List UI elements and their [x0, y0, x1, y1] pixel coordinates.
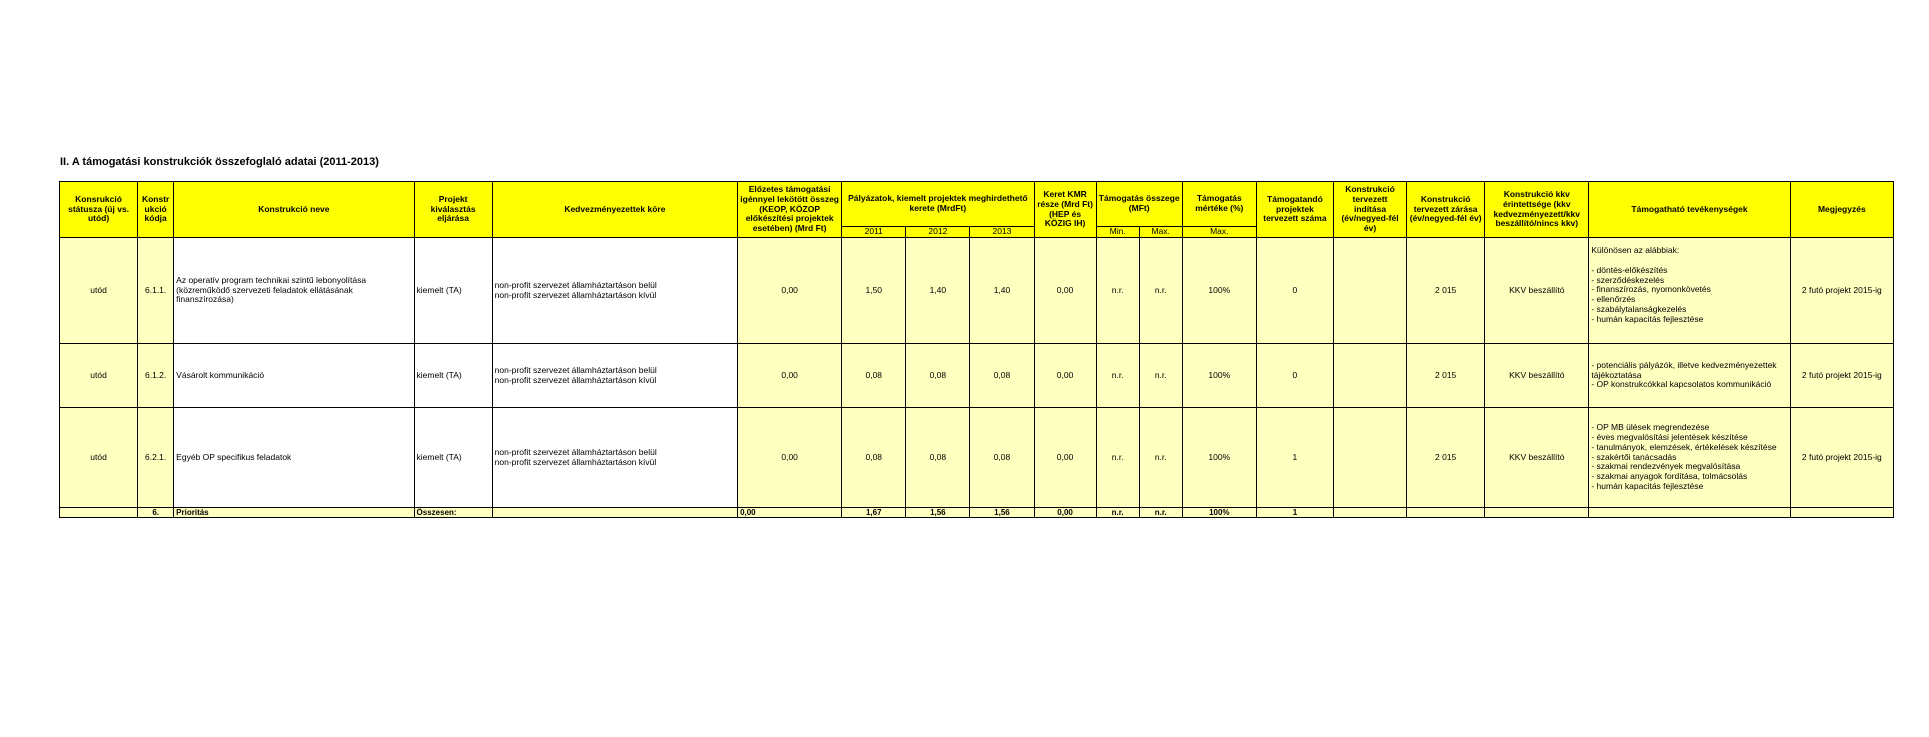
cell-megjegyzes: 2 futó projekt 2015-ig — [1790, 344, 1893, 408]
cell-min: n.r. — [1096, 238, 1139, 344]
cell-keret: 0,00 — [1034, 344, 1096, 408]
header-elozetes: Előzetes támogatási igénnyel lekötött összeg (KEOP, KÖZOP előkészítési projektek esetében) (Mrd Ft) — [738, 182, 842, 238]
header-max: Max. — [1139, 227, 1182, 238]
cell-nev-line: Vásárolt kommunikáció — [176, 369, 265, 380]
header-max-merteke: Max. — [1182, 227, 1256, 238]
cell-tamogatando: 0 — [1256, 344, 1333, 408]
cell-kedv-line: non-profit szervezet államháztartáson kívül — [494, 374, 657, 385]
cell-nev — [174, 408, 414, 508]
header-statusz: Konsrukció státusza (új vs. utód) — [60, 182, 138, 238]
total-2011: 1,67 — [842, 508, 906, 518]
total-keret: 0,00 — [1034, 508, 1096, 518]
cell-kedvezmenyezettek — [492, 344, 737, 408]
header-palyazatok: Pályázatok, kiemelt projektek meghirdethető kerete (MrdFt) — [842, 182, 1034, 227]
total-merteke: 100% — [1182, 508, 1256, 518]
table-row — [60, 344, 1894, 408]
cell-2012: 0,08 — [906, 344, 970, 408]
cell-kkv: KKV beszállító — [1485, 238, 1589, 344]
header-tamogatas-osszege: Támogatás összege (MFt) — [1096, 182, 1182, 227]
cell-keret: 0,00 — [1034, 408, 1096, 508]
total-max: n.r. — [1139, 508, 1182, 518]
cell-nev — [174, 344, 414, 408]
cell-2012: 1,40 — [906, 238, 970, 344]
cell-merteke: 100% — [1182, 408, 1256, 508]
total-kedvezmenyezettek — [492, 508, 737, 518]
cell-max: n.r. — [1139, 408, 1182, 508]
header-year-2012: 2012 — [906, 227, 970, 238]
cell-nev-line: (közreműködő szervezeti feladatok ellátásának finanszírozása) — [176, 284, 353, 305]
cell-2011: 0,08 — [842, 408, 906, 508]
cell-tevekenysegek — [1589, 238, 1790, 344]
list-item: - szakmai rendezvények megvalósítása — [1591, 461, 1741, 472]
header-kivalasztas: Projekt kiválasztás eljárása — [414, 182, 492, 238]
cell-kod: 6.2.1. — [138, 408, 174, 508]
cell-inditas — [1333, 344, 1406, 408]
header-inditas: Konstrukció tervezett indítása (év/negyed-fél év) — [1333, 182, 1406, 238]
cell-statusz: utód — [60, 344, 138, 408]
cell-megjegyzes: 2 futó projekt 2015-ig — [1790, 238, 1893, 344]
total-zarasa — [1407, 508, 1485, 518]
cell-kedvezmenyezettek — [492, 408, 737, 508]
total-tevekenysegek — [1589, 508, 1790, 518]
table-row — [60, 408, 1894, 508]
list-item: - szabálytalanságkezelés — [1591, 303, 1687, 314]
cell-kedv-line: non-profit szervezet államháztartáson belül — [494, 446, 657, 457]
list-item: - szakmai anyagok fordítása, tolmácsolás — [1591, 471, 1748, 482]
header-year-2013: 2013 — [970, 227, 1034, 238]
total-min: n.r. — [1096, 508, 1139, 518]
list-item: - szerződéskezelés — [1591, 274, 1665, 285]
total-row — [60, 508, 1894, 518]
cell-merteke: 100% — [1182, 344, 1256, 408]
header-year-2011: 2011 — [842, 227, 906, 238]
cell-elozetes: 0,00 — [738, 408, 842, 508]
cell-inditas — [1333, 238, 1406, 344]
total-2012: 1,56 — [906, 508, 970, 518]
list-item: - humán kapacitás fejlesztése — [1591, 313, 1704, 324]
header-kod: Konstr ukció kódja — [138, 182, 174, 238]
total-nev: Prioritás — [174, 508, 414, 518]
cell-kivalasztas: kiemelt (TA) — [414, 408, 492, 508]
cell-2013: 0,08 — [970, 344, 1034, 408]
cell-nev-line: Egyéb OP specifikus feladatok — [176, 451, 292, 462]
total-statusz — [60, 508, 138, 518]
cell-max: n.r. — [1139, 238, 1182, 344]
cell-2013: 1,40 — [970, 238, 1034, 344]
cell-kedv-line: non-profit szervezet államháztartáson belül — [494, 279, 657, 290]
cell-2013: 0,08 — [970, 408, 1034, 508]
header-tevekenysegek: Támogatható tevékenységek — [1589, 182, 1790, 238]
header-min: Min. — [1096, 227, 1139, 238]
total-megjegyzes — [1790, 508, 1893, 518]
list-item: - éves megvalósítási jelentések készítése — [1591, 432, 1748, 443]
cell-zarasa: 2 015 — [1407, 344, 1485, 408]
header-tamogatando: Támogatandó projektek tervezett száma — [1256, 182, 1333, 238]
total-tamogatando: 1 — [1256, 508, 1333, 518]
total-elozetes: 0,00 — [738, 508, 842, 518]
summary-table — [59, 181, 1894, 518]
cell-statusz: utód — [60, 408, 138, 508]
cell-kedvezmenyezettek — [492, 238, 737, 344]
header-row — [60, 182, 1894, 227]
total-2013: 1,56 — [970, 508, 1034, 518]
cell-tamogatando: 0 — [1256, 238, 1333, 344]
cell-kkv: KKV beszállító — [1485, 344, 1589, 408]
list-item: - humán kapacitás fejlesztése — [1591, 480, 1704, 491]
cell-merteke: 100% — [1182, 238, 1256, 344]
cell-min: n.r. — [1096, 344, 1139, 408]
header-nev: Konstrukció neve — [174, 182, 414, 238]
total-kod: 6. — [138, 508, 174, 518]
tev-list — [1591, 361, 1787, 390]
cell-nev — [174, 238, 414, 344]
page-title: II. A támogatási konstrukciók összefoglaló adatai (2011-2013) — [60, 156, 379, 168]
tev-list — [1591, 423, 1787, 491]
cell-2011: 0,08 — [842, 344, 906, 408]
cell-nev-line: Az operatív program technikai szintű lebonyolítása — [176, 274, 367, 285]
cell-kod: 6.1.2. — [138, 344, 174, 408]
list-item: - finanszírozás, nyomonkövetés — [1591, 284, 1711, 295]
cell-zarasa: 2 015 — [1407, 238, 1485, 344]
cell-2012: 0,08 — [906, 408, 970, 508]
table-row — [60, 238, 1894, 344]
list-item: - ellenőrzés — [1591, 294, 1636, 305]
total-label: Összesen: — [414, 508, 492, 518]
cell-statusz: utód — [60, 238, 138, 344]
cell-max: n.r. — [1139, 344, 1182, 408]
list-item: - potenciális pályázók, illetve kedvezményezettek tájékoztatása — [1591, 359, 1777, 380]
cell-kkv: KKV beszállító — [1485, 408, 1589, 508]
header-zarasa: Konstrukció tervezett zárása (év/negyed-fél év) — [1407, 182, 1485, 238]
cell-kivalasztas: kiemelt (TA) — [414, 238, 492, 344]
list-item: - OP konstrukcókkal kapcsolatos kommunikáció — [1591, 379, 1772, 390]
total-kkv — [1485, 508, 1589, 518]
cell-tevekenysegek — [1589, 408, 1790, 508]
header-keret: Keret KMR része (Mrd Ft) (HEP és KÖZIG IH) — [1034, 182, 1096, 238]
cell-elozetes: 0,00 — [738, 238, 842, 344]
cell-kedv-line: non-profit szervezet államháztartáson belül — [494, 364, 657, 375]
header-megjegyzes: Megjegyzés — [1790, 182, 1893, 238]
cell-zarasa: 2 015 — [1407, 408, 1485, 508]
cell-keret: 0,00 — [1034, 238, 1096, 344]
list-item: - tanulmányok, elemzések, értékelések készítése — [1591, 441, 1777, 452]
cell-min: n.r. — [1096, 408, 1139, 508]
cell-2011: 1,50 — [842, 238, 906, 344]
cell-megjegyzes: 2 futó projekt 2015-ig — [1790, 408, 1893, 508]
header-kkv: Konstrukció kkv érintettsége (kkv kedvezményezett/kkv beszállító/nincs kkv) — [1485, 182, 1589, 238]
header-tamogatas-merteke: Támogatás mértéke (%) — [1182, 182, 1256, 227]
cell-elozetes: 0,00 — [738, 344, 842, 408]
cell-kivalasztas: kiemelt (TA) — [414, 344, 492, 408]
total-inditas — [1333, 508, 1406, 518]
cell-kedv-line: non-profit szervezet államháztartáson kívül — [494, 289, 657, 300]
tev-list — [1591, 266, 1787, 325]
cell-kod: 6.1.1. — [138, 238, 174, 344]
header-kedvezmenyezettek: Kedvezményezettek köre — [492, 182, 737, 238]
cell-tamogatando: 1 — [1256, 408, 1333, 508]
cell-kedv-line: non-profit szervezet államháztartáson kívül — [494, 456, 657, 467]
tev-intro: Különösen az alábbiak: — [1591, 245, 1680, 255]
cell-inditas — [1333, 408, 1406, 508]
list-item: - döntés-előkészítés — [1591, 264, 1668, 275]
cell-tevekenysegek — [1589, 344, 1790, 408]
list-item: - szakértői tanácsadás — [1591, 451, 1677, 462]
list-item: - OP MB ülések megrendezése — [1591, 422, 1710, 433]
